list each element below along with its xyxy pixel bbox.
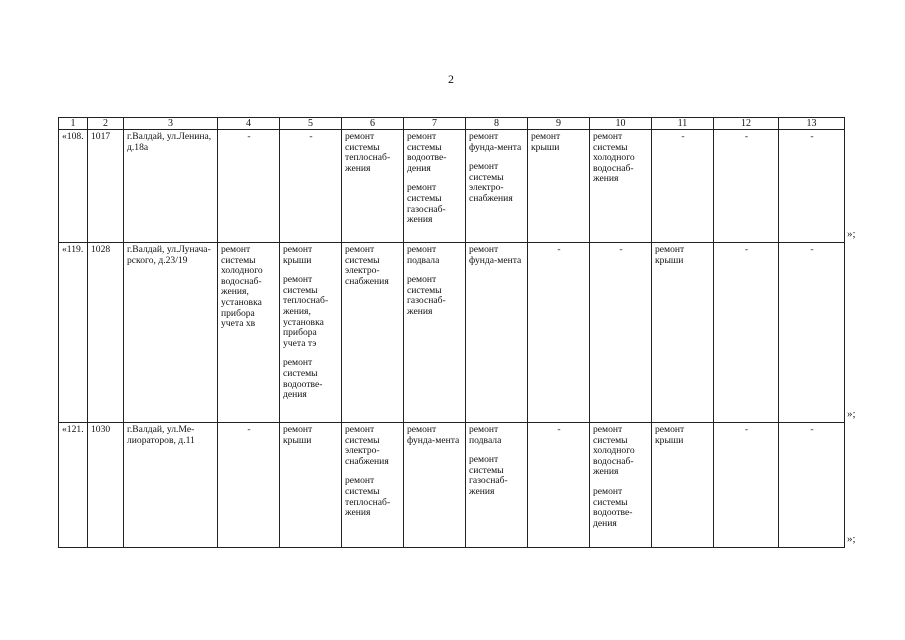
- cell-text: ремонт системы теплоснаб-жения, установка прибора учета тэ: [283, 274, 329, 349]
- table-cell: [590, 130, 652, 243]
- cell-text: ремонт системы холодного водоснаб-жения, установка прибора учета хв: [221, 244, 263, 330]
- table-cell: [59, 130, 88, 243]
- cell-text: ремонт системы холодного водоснаб-жения: [593, 131, 635, 185]
- cell-text: ремонт фунда-мента: [407, 424, 460, 446]
- cell-text: -: [744, 131, 749, 142]
- table-cell: [342, 423, 404, 548]
- table-cell: [652, 130, 714, 243]
- cell-text: ремонт фунда-мента: [469, 131, 522, 153]
- table-cell: [404, 423, 466, 548]
- cell-text: -: [744, 244, 749, 255]
- cell-text: ремонт системы электро-снабжения: [345, 424, 389, 467]
- cell-text: «119.: [62, 244, 84, 255]
- cell-text: 1028: [91, 244, 111, 255]
- cell-text: -: [810, 424, 814, 435]
- cell-text: -: [247, 424, 251, 435]
- column-number: 11: [652, 118, 714, 130]
- cell-text: -: [744, 424, 749, 435]
- column-number: 7: [404, 118, 466, 130]
- cell-text: ремонт фунда-мента: [469, 244, 522, 266]
- table-cell: [466, 423, 528, 548]
- column-number: 2: [88, 118, 124, 130]
- table-cell: [466, 243, 528, 423]
- table-cell: [528, 243, 590, 423]
- table-cell: [779, 130, 845, 243]
- cell-text: -: [247, 131, 251, 142]
- table-cell: [404, 130, 466, 243]
- cell-text: ремонт крыши: [283, 424, 313, 446]
- cell-text: ремонт крыши: [655, 244, 685, 266]
- cell-text: -: [557, 244, 561, 255]
- page-number: 2: [448, 72, 454, 86]
- cell-text: г.Валдай, ул.Лунача-рского, д.23/19: [127, 244, 211, 266]
- table-cell: [124, 423, 218, 548]
- table-cell: [59, 423, 88, 548]
- table-cell: [124, 130, 218, 243]
- table-cell: [528, 423, 590, 548]
- table-cell: [404, 243, 466, 423]
- table-cell: [88, 243, 124, 423]
- column-number: 13: [779, 118, 845, 130]
- cell-text: ремонт системы водоотве-дения: [407, 131, 447, 174]
- table-cell: [342, 130, 404, 243]
- cell-text: г.Валдай, ул.Ленина, д.18а: [127, 131, 212, 153]
- cell-text: -: [619, 244, 623, 255]
- column-number: 4: [218, 118, 280, 130]
- table-cell: [652, 243, 714, 423]
- table-body: [59, 118, 845, 548]
- table-cell: [88, 130, 124, 243]
- row-suffix: »;: [847, 408, 856, 420]
- table-cell: [280, 423, 342, 548]
- cell-text: ремонт системы водоотве-дения: [593, 485, 633, 529]
- table-cell: [218, 130, 280, 243]
- cell-text: ремонт системы электро-снабжения: [345, 244, 389, 287]
- table-cell: [652, 423, 714, 548]
- table-row: [59, 423, 845, 548]
- cell-text: ремонт системы водоотве-дения: [283, 357, 323, 401]
- table-cell: [714, 130, 779, 243]
- table-cell: [218, 423, 280, 548]
- table-cell: [59, 243, 88, 423]
- cell-text: 1017: [91, 131, 111, 142]
- cell-text: ремонт системы электро-снабжения: [469, 161, 513, 204]
- cell-text: «108.: [62, 131, 84, 142]
- column-number: 9: [528, 118, 590, 130]
- cell-text: «121.: [62, 424, 84, 435]
- cell-text: ремонт крыши: [531, 131, 561, 153]
- table-cell: [714, 423, 779, 548]
- cell-text: ремонт системы теплоснаб-жения: [345, 475, 391, 519]
- cell-text: -: [810, 244, 814, 255]
- repair-schedule-table: [58, 117, 845, 548]
- table-cell: [528, 130, 590, 243]
- table-cell: [714, 243, 779, 423]
- cell-text: ремонт системы газоснаб-жения: [407, 274, 446, 317]
- cell-text: -: [309, 131, 313, 142]
- cell-text: ремонт системы холодного водоснаб-жения: [593, 424, 635, 478]
- column-number: 5: [280, 118, 342, 130]
- cell-text: ремонт системы газоснаб-жения: [407, 182, 446, 226]
- row-suffix: »;: [847, 533, 856, 545]
- table-cell: [124, 243, 218, 423]
- row-suffix: »;: [847, 228, 856, 240]
- table-cell: [779, 243, 845, 423]
- table-cell: [342, 243, 404, 423]
- column-number: 12: [714, 118, 779, 130]
- cell-text: 1030: [91, 424, 111, 435]
- cell-text: ремонт системы теплоснаб-жения: [345, 131, 391, 174]
- cell-text: ремонт подвала: [469, 424, 502, 446]
- cell-text: -: [681, 131, 685, 142]
- table-cell: [779, 423, 845, 548]
- column-number: 10: [590, 118, 652, 130]
- cell-text: ремонт подвала: [407, 244, 440, 266]
- cell-text: -: [810, 131, 814, 142]
- cell-text: ремонт крыши: [283, 244, 313, 266]
- cell-text: ремонт системы газоснаб-жения: [469, 454, 508, 497]
- column-number: 6: [342, 118, 404, 130]
- cell-text: -: [557, 424, 561, 435]
- cell-text: ремонт крыши: [655, 424, 685, 446]
- column-number: 1: [59, 118, 88, 130]
- table-cell: [218, 243, 280, 423]
- cell-text: г.Валдай, ул.Ме-лиораторов, д.11: [127, 424, 195, 446]
- column-number: 8: [466, 118, 528, 130]
- header-row: [59, 118, 845, 130]
- column-number: 3: [124, 118, 218, 130]
- table-cell: [466, 130, 528, 243]
- table-cell: [280, 243, 342, 423]
- table-cell: [280, 130, 342, 243]
- table-row: [59, 130, 845, 243]
- table-row: [59, 243, 845, 423]
- table-cell: [590, 423, 652, 548]
- table-cell: [88, 423, 124, 548]
- table-cell: [590, 243, 652, 423]
